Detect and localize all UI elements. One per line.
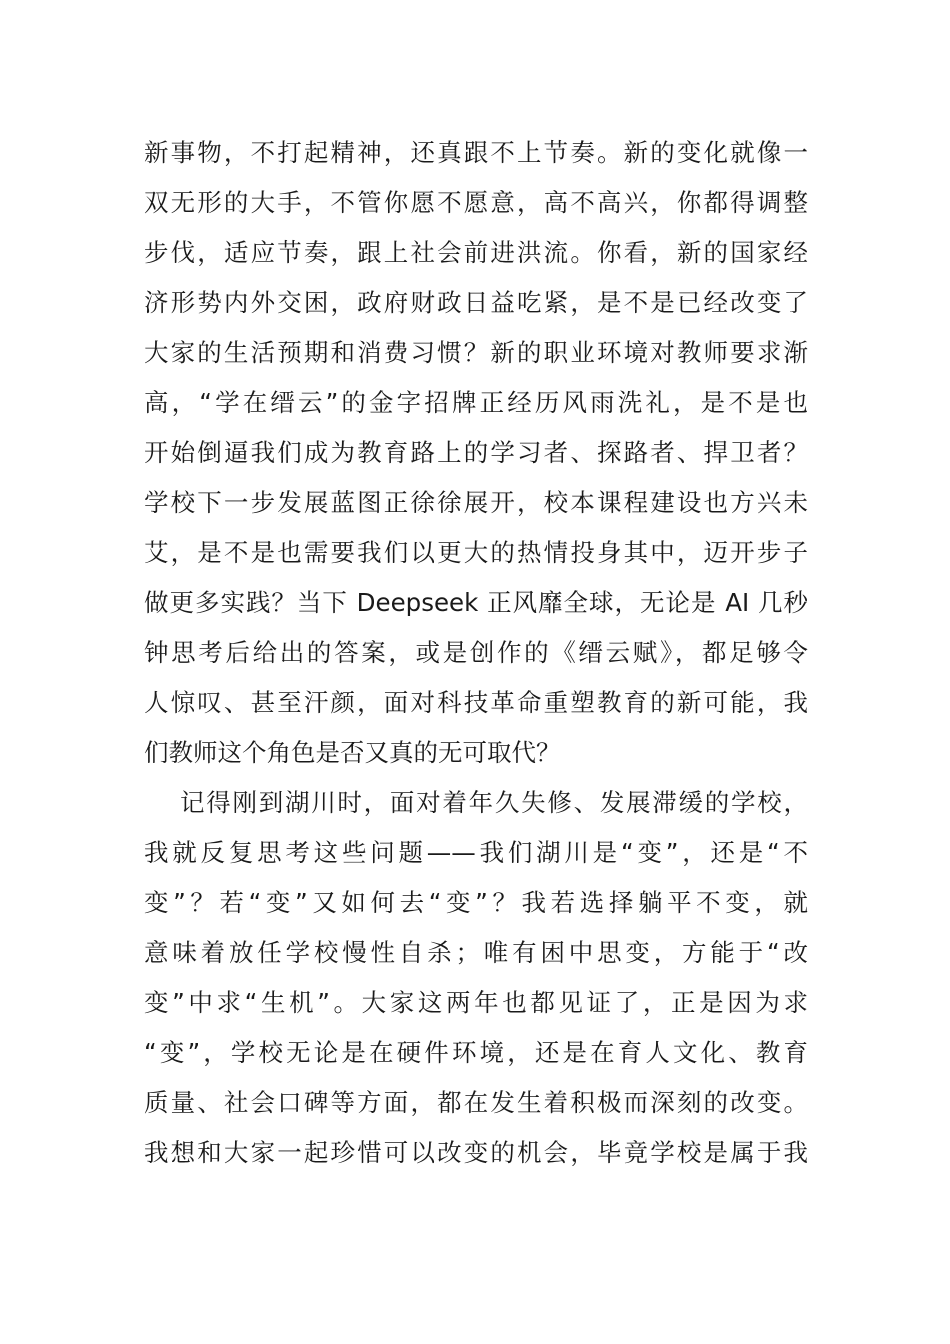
text-line: 意味着放任学校慢性自杀；唯有困中思变，方能于“改 [144, 938, 808, 967]
text-line: 做更多实践？当下 Deepseek 正风靡全球，无论是 AI 几秒 [144, 588, 808, 617]
text-line: 钟思考后给出的答案，或是创作的《缙云赋》，都足够令 [144, 638, 808, 667]
text-line: 变”？若“变”又如何去“变”？我若选择躺平不变，就 [144, 888, 808, 917]
paragraph-1 [144, 128, 808, 778]
text-line: 大家的生活预期和消费习惯？新的职业环境对教师要求渐 [144, 338, 808, 367]
text-line: 变”中求“生机”。大家这两年也都见证了，正是因为求 [144, 988, 808, 1017]
text-line: 我想和大家一起珍惜可以改变的机会，毕竟学校是属于我 [144, 1138, 808, 1167]
text-line: “变”，学校无论是在硬件环境，还是在育人文化、教育 [144, 1038, 808, 1067]
text-line: 开始倒逼我们成为教育路上的学习者、探路者、捍卫者？ [144, 438, 808, 467]
text-line: 记得刚到湖川时，面对着年久失修、发展滞缓的学校， [180, 788, 808, 817]
text-line: 们教师这个角色是否又真的无可取代？ [144, 738, 561, 767]
text-line: 质量、社会口碑等方面，都在发生着积极而深刻的改变。 [144, 1088, 808, 1117]
text-line: 高，“学在缙云”的金字招牌正经历风雨洗礼，是不是也 [144, 388, 808, 417]
text-line: 艾，是不是也需要我们以更大的热情投身其中，迈开步子 [144, 538, 808, 567]
text-line: 步伐，适应节奏，跟上社会前进洪流。你看，新的国家经 [144, 238, 808, 267]
text-line: 双无形的大手，不管你愿不愿意，高不高兴，你都得调整 [144, 188, 808, 217]
text-line: 济形势内外交困，政府财政日益吃紧，是不是已经改变了 [144, 288, 808, 317]
paragraph-2 [144, 778, 808, 1178]
body-text [144, 128, 808, 1178]
text-line: 人惊叹、甚至汗颜，面对科技革命重塑教育的新可能，我 [144, 688, 808, 717]
text-line: 我就反复思考这些问题——我们湖川是“变”，还是“不 [144, 838, 808, 867]
text-line: 学校下一步发展蓝图正徐徐展开，校本课程建设也方兴未 [144, 488, 808, 517]
text-line: 新事物，不打起精神，还真跟不上节奏。新的变化就像一 [144, 138, 808, 167]
